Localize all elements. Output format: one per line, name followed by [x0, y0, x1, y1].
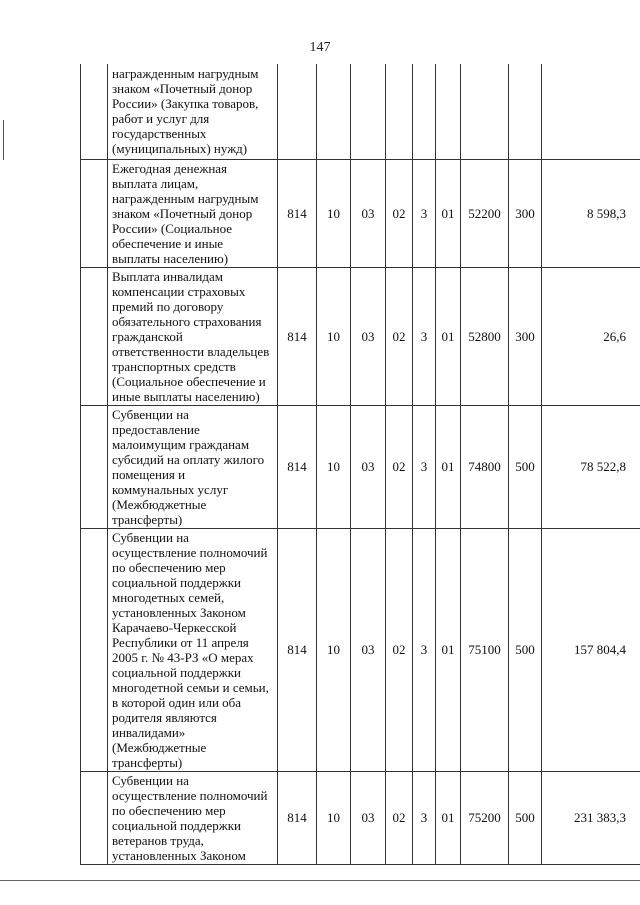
- expense-description: Субвенции на осуществление полномочий по обеспечению мер социальной поддержки ветеранов труда, установленных Законом: [108, 771, 278, 864]
- row-number-cell: [81, 267, 108, 405]
- program-code: [386, 64, 413, 159]
- subprogram-code: 3: [413, 405, 436, 528]
- subprogram-code: 3: [413, 267, 436, 405]
- subsection-code: 03: [351, 159, 386, 267]
- table-row: [81, 267, 640, 405]
- table-row: [81, 64, 640, 159]
- page-number: 147: [309, 40, 331, 55]
- direction-code: 74800: [461, 405, 509, 528]
- program-code: 02: [386, 267, 413, 405]
- expense-type-code: 500: [509, 771, 542, 864]
- table-row: [81, 159, 640, 267]
- row-number-cell: [81, 159, 108, 267]
- ministry-code: 814: [278, 405, 317, 528]
- amount-value: 231 383,3: [542, 771, 640, 864]
- expense-type-code: 300: [509, 159, 542, 267]
- section-code: 10: [317, 159, 351, 267]
- table-row: [81, 405, 640, 528]
- table-row: [81, 771, 640, 864]
- expense-type-code: 500: [509, 405, 542, 528]
- scan-edge-mark: [3, 120, 4, 160]
- section-code: 10: [317, 771, 351, 864]
- page-bottom-edge: [0, 880, 640, 881]
- subprogram-code: 3: [413, 159, 436, 267]
- section-code: 10: [317, 528, 351, 771]
- ministry-code: 814: [278, 771, 317, 864]
- main-event-code: [436, 64, 461, 159]
- main-event-code: 01: [436, 528, 461, 771]
- direction-code: 52800: [461, 267, 509, 405]
- expense-description: награжденным нагрудным знаком «Почетный донор России» (Закупка товаров, работ и услуг для государственных (муниципальных) нужд): [108, 64, 278, 159]
- row-number-cell: [81, 771, 108, 864]
- row-number-cell: [81, 405, 108, 528]
- expense-type-code: 300: [509, 267, 542, 405]
- section-code: 10: [317, 405, 351, 528]
- expense-type-code: 500: [509, 528, 542, 771]
- subsection-code: 03: [351, 267, 386, 405]
- section-code: [317, 64, 351, 159]
- subprogram-code: [413, 64, 436, 159]
- expense-description: Выплата инвалидам компенсации страховых премий по договору обязательного страхования гражданской ответственности владельцев транспортных средств (Социальное обеспечение и иные выплаты населению): [108, 267, 278, 405]
- amount-value: 26,6: [542, 267, 640, 405]
- section-code: 10: [317, 267, 351, 405]
- amount-value: 78 522,8: [542, 405, 640, 528]
- budget-table: [80, 64, 640, 865]
- expense-description: Ежегодная денежная выплата лицам, награжденным нагрудным знаком «Почетный донор России» (Социальное обеспечение и иные выплаты населению): [108, 159, 278, 267]
- direction-code: 75100: [461, 528, 509, 771]
- main-event-code: 01: [436, 267, 461, 405]
- ministry-code: 814: [278, 267, 317, 405]
- program-code: 02: [386, 159, 413, 267]
- program-code: 02: [386, 771, 413, 864]
- amount-value: 157 804,4: [542, 528, 640, 771]
- main-event-code: 01: [436, 771, 461, 864]
- row-number-cell: [81, 64, 108, 159]
- expense-description: Субвенции на предоставление малоимущим гражданам субсидий на оплату жилого помещения и коммунальных услуг (Межбюджетные трансферты): [108, 405, 278, 528]
- subsection-code: 03: [351, 771, 386, 864]
- ministry-code: 814: [278, 528, 317, 771]
- ministry-code: [278, 64, 317, 159]
- ministry-code: 814: [278, 159, 317, 267]
- direction-code: [461, 64, 509, 159]
- subprogram-code: 3: [413, 771, 436, 864]
- direction-code: 75200: [461, 771, 509, 864]
- amount-value: [542, 64, 640, 159]
- main-event-code: 01: [436, 405, 461, 528]
- table-row: [81, 528, 640, 771]
- subsection-code: 03: [351, 528, 386, 771]
- subsection-code: 03: [351, 405, 386, 528]
- expense-type-code: [509, 64, 542, 159]
- direction-code: 52200: [461, 159, 509, 267]
- subprogram-code: 3: [413, 528, 436, 771]
- expense-description: Субвенции на осуществление полномочий по обеспечению мер социальной поддержки многодетных семей, установленных Законом Карачаево-Черкесской Республики от 11 апреля 2005 г. № 43-РЗ «О мерах социальной поддержки многодетной семьи и семьи, в которой один или оба родителя являются инвалидами» (Межбюджетные трансферты): [108, 528, 278, 771]
- program-code: 02: [386, 528, 413, 771]
- row-number-cell: [81, 528, 108, 771]
- program-code: 02: [386, 405, 413, 528]
- subsection-code: [351, 64, 386, 159]
- amount-value: 8 598,3: [542, 159, 640, 267]
- main-event-code: 01: [436, 159, 461, 267]
